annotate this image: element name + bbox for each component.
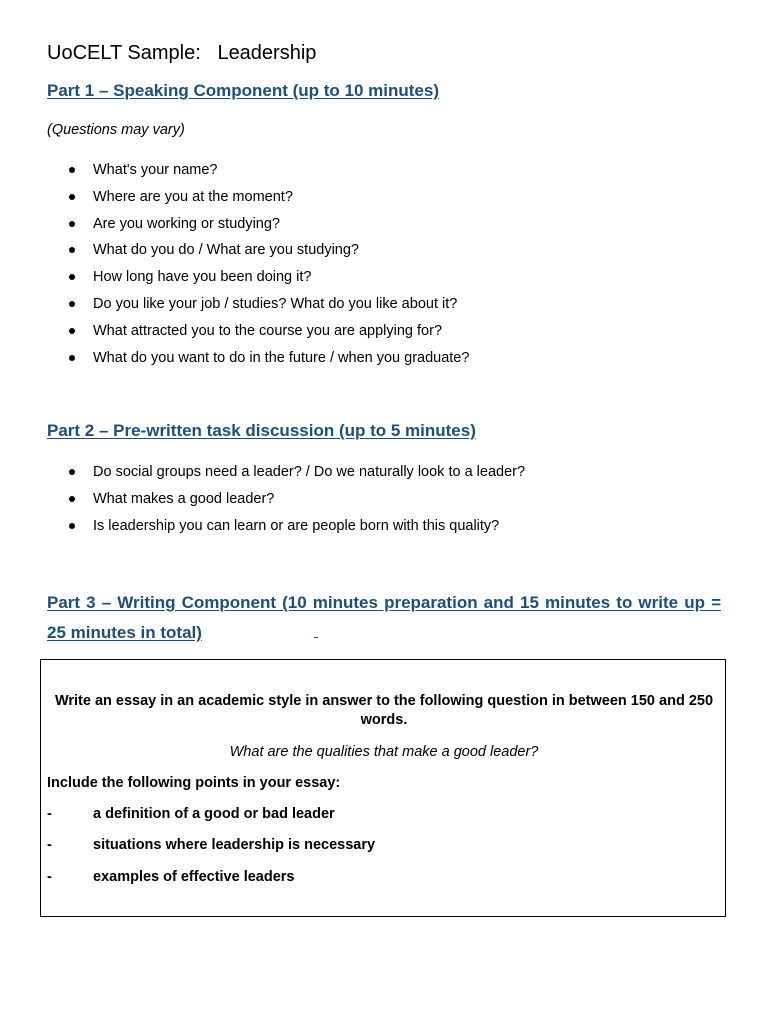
question-text: Where are you at the moment? [93,188,293,205]
point-text: a definition of a good or bad leader [93,806,335,822]
point-text: situations where leadership is necessary [93,837,376,853]
bullet-icon [69,496,75,502]
question-text: What makes a good leader? [93,490,275,507]
bullet-icon [69,221,75,227]
dash-marker: - [47,837,52,853]
bullet-icon [69,301,75,307]
bullet-icon [69,274,75,280]
essay-question: What are the qualities that make a good leader? [229,744,539,760]
question-text: Do you like your job / studies? What do you like about it? [93,295,458,312]
question-text: Are you working or studying? [93,215,280,232]
bullet-icon [69,328,75,334]
part1-heading: Part 1 – Speaking Component (up to 10 minutes) [47,81,439,100]
question-text: What do you want to do in the future / when you graduate? [93,349,470,366]
bullet-icon [69,247,75,253]
essay-point [41,836,721,856]
part2-heading: Part 2 – Pre-written task discussion (up to 5 minutes) [47,421,476,440]
bullet-icon [69,355,75,361]
point-text: examples of effective leaders [93,869,295,885]
underline-mark [314,623,318,638]
bullet-icon [69,167,75,173]
bullet-icon [69,523,75,529]
question-text: What attracted you to the course you are applying for? [93,322,443,339]
question-text: How long have you been doing it? [93,269,312,286]
essay-point [41,805,721,825]
question-text: What's your name? [93,162,218,178]
document-title: UoCELT Sample: Leadership [47,42,317,64]
dash-marker: - [47,806,52,822]
bullet-icon [69,469,75,475]
task-instruction: Write an essay in an academic style in answer to the following question in between 150 and 250 words. [54,693,714,728]
dash-marker: - [47,869,52,885]
essay-point [41,868,721,888]
writing-task-box [40,659,726,917]
question-text: Is leadership you can learn or are people born with this quality? [93,517,500,534]
question-text: What do you do / What are you studying? [93,242,359,259]
part3-heading [47,588,721,648]
question-text: Do social groups need a leader? / Do we naturally look to a leader? [93,464,526,480]
part1-note: (Questions may vary) [47,122,185,138]
bullet-icon [69,194,75,200]
part3-heading-text: Part 3 – Writing Component (10 minutes preparation and 15 minutes to write up = 25 minutes in total) [47,593,721,642]
points-lead: Include the following points in your essay: [47,775,341,791]
